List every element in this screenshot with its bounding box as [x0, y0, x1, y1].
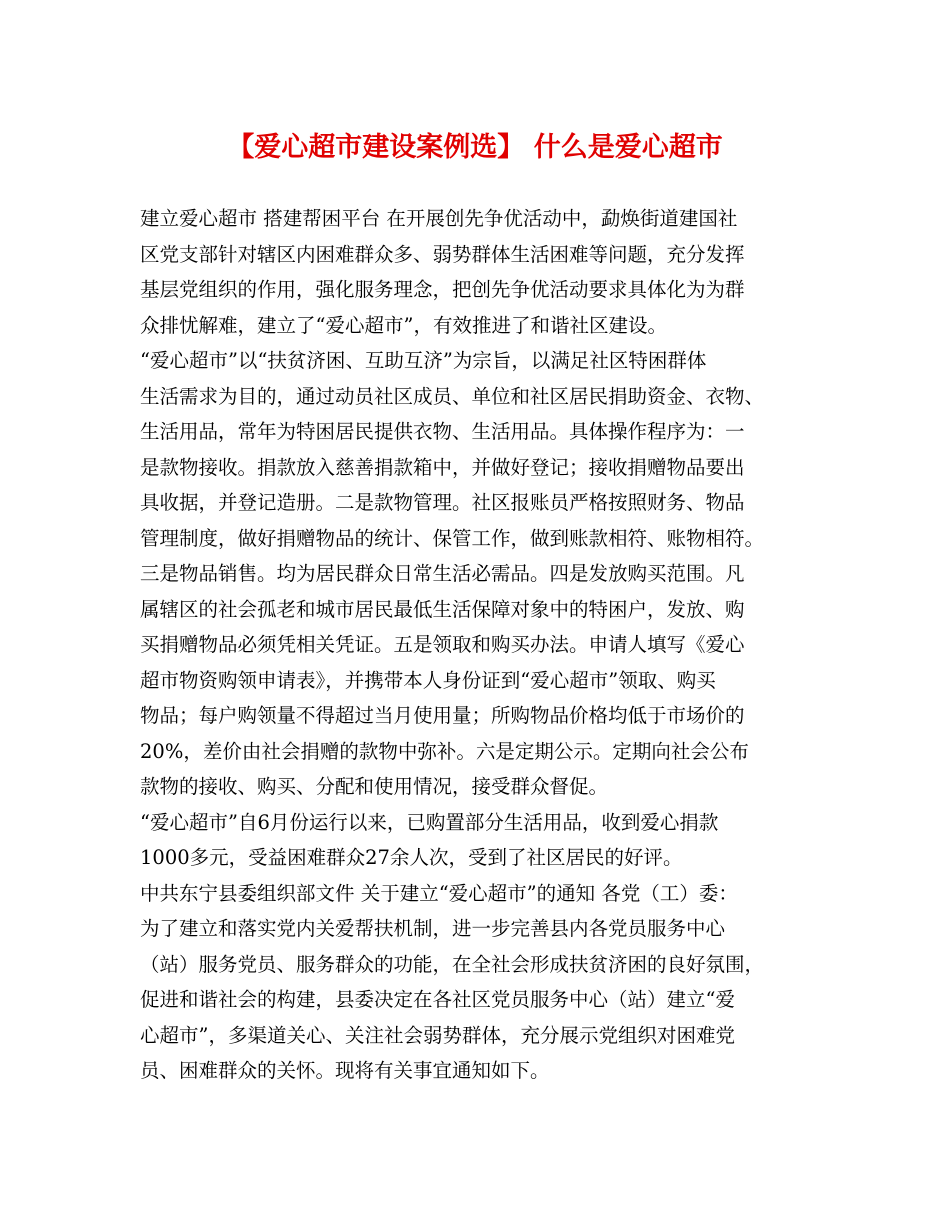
- body-line: （站）服务党员、服务群众的功能，在全社会形成扶贫济困的良好氛围，: [140, 952, 765, 976]
- body-line: 是款物接收。捐款放入慈善捐款箱中，并做好登记；接收捐赠物品要出: [140, 455, 745, 479]
- body-line: 20%，差价由社会捐赠的款物中弥补。六是定期公示。定期向社会公布: [140, 739, 749, 763]
- body-line: 生活需求为目的，通过动员社区成员、单位和社区居民捐助资金、衣物、: [140, 384, 765, 408]
- body-line: 为了建立和落实党内关爱帮扶机制，进一步完善县内各党员服务中心: [140, 917, 726, 940]
- document-title: 【爱心超市建设案例选】 什么是爱心超市: [227, 132, 723, 163]
- body-line: 中共东宁县委组织部文件 关于建立“爱心超市”的通知 各党（工）委：: [140, 881, 738, 905]
- body-line: 属辖区的社会孤老和城市居民最低生活保障对象中的特困户，发放、购: [140, 597, 745, 621]
- body-line: “爱心超市”自6月份运行以来，已购置部分生活用品，收到爱心捐款: [140, 810, 719, 834]
- body-line: 三是物品销售。均为居民群众日常生活必需品。四是发放购买范围。凡: [140, 562, 745, 585]
- body-line: 员、困难群众的关怀。现将有关事宜通知如下。: [140, 1059, 550, 1082]
- body-line: 基层党组织的作用，强化服务理念，把创先争优活动要求具体化为为群: [140, 278, 745, 301]
- body-line: 生活用品，常年为特困居民提供衣物、生活用品。具体操作程序为：一: [140, 420, 745, 443]
- document-body: [140, 201, 830, 1089]
- body-line: 超市物资购领申请表》，并携带本人身份证到“爱心超市”领取、购买: [140, 668, 716, 692]
- body-line: 促进和谐社会的构建，县委决定在各社区党员服务中心（站）建立“爱: [140, 988, 735, 1011]
- body-line: 建立爱心超市 搭建帮困平台 在开展创先争优活动中，勐焕街道建国社: [140, 207, 738, 230]
- body-line: 买捐赠物品必须凭相关凭证。五是领取和购买办法。申请人填写《爱心: [140, 633, 745, 656]
- body-line: 款物的接收、购买、分配和使用情况，接受群众督促。: [140, 775, 609, 798]
- body-line: 管理制度，做好捐赠物品的统计、保管工作，做到账款相符、账物相符。: [140, 526, 765, 550]
- body-line: 1000多元，受益困难群众27余人次，受到了社区居民的好评。: [140, 846, 683, 869]
- body-line: 区党支部针对辖区内困难群众多、弱势群体生活困难等问题，充分发挥: [140, 242, 745, 266]
- body-line: “爱心超市”以“扶贫济困、互助互济”为宗旨，以满足社区特困群体: [140, 349, 707, 372]
- body-line: 心超市”，多渠道关心、关注社会弱势群体，充分展示党组织对困难党: [140, 1023, 735, 1047]
- body-line: 众排忧解难，建立了“爱心超市”，有效推进了和谐社区建设。: [140, 313, 667, 337]
- body-line: 具收据，并登记造册。二是款物管理。社区报账员严格按照财务、物品: [140, 491, 745, 514]
- body-line: 物品；每户购领量不得超过当月使用量；所购物品价格均低于市场价的: [140, 704, 745, 727]
